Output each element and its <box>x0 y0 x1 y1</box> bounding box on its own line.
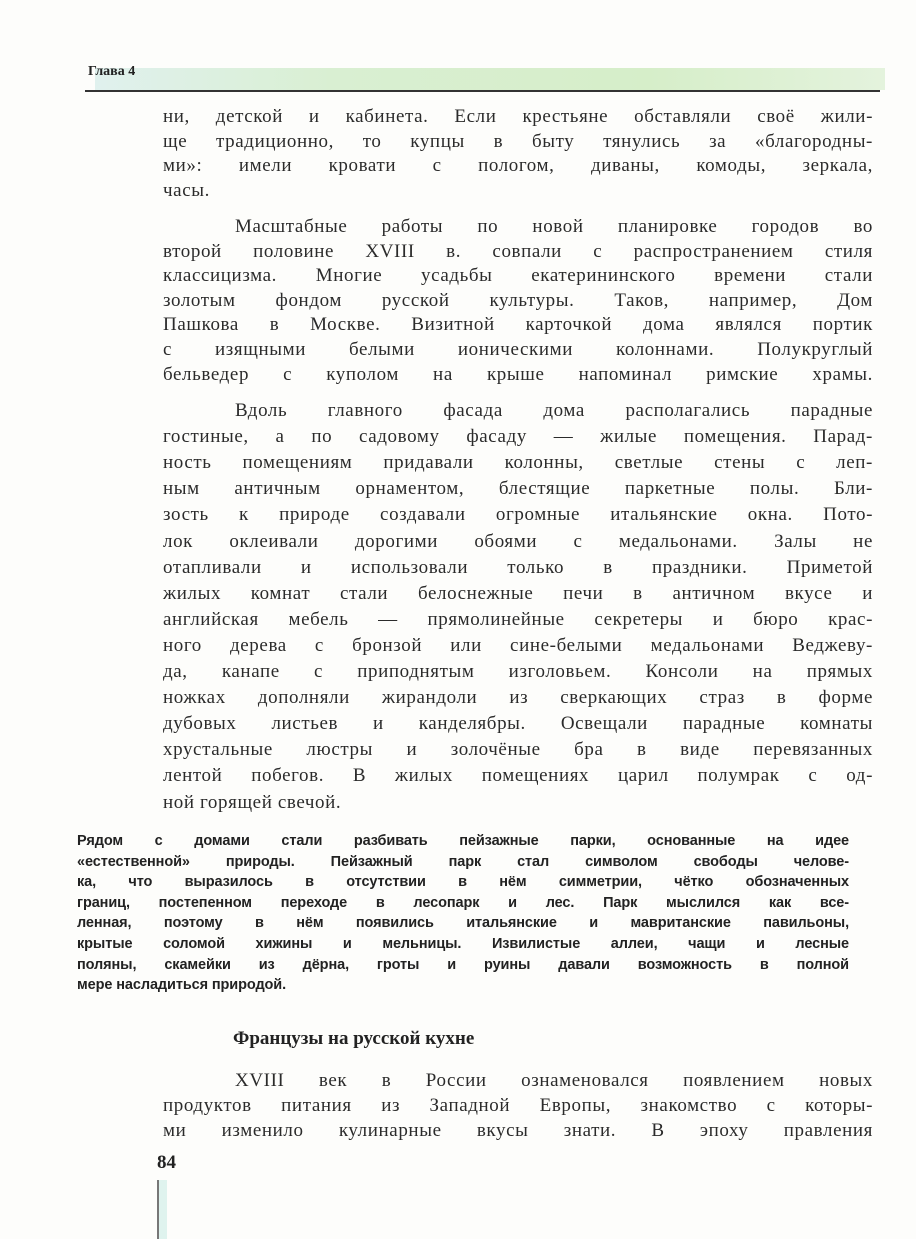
page-number: 84 <box>157 1152 176 1173</box>
text-line: крытые соломой хижины и мельницы. Извилистые аллеи, чащи и лесные <box>77 936 849 952</box>
margin-bar <box>157 1180 167 1239</box>
text-line: поляны, скамейки из дёрна, гроты и руины давали возможность в полной <box>77 956 849 973</box>
text-line: жилых комнат стали белоснежные печи в античном вкусе и <box>163 582 873 604</box>
text-line: ми изменило кулинарные вкусы знати. В эпоху правления <box>163 1120 873 1141</box>
header-rule <box>85 90 880 92</box>
text-line: Вдоль главного фасада дома располагались парадные <box>235 400 873 421</box>
text-line: да, канапе с приподнятым изголовьем. Консоли на прямых <box>163 661 873 682</box>
text-line: XVIII век в России ознаменовался появлением новых <box>235 1070 873 1091</box>
text-line: лентой побегов. В жилых помещениях царил полумрак с од- <box>163 765 873 787</box>
text-line: отапливали и использовали только в праздники. Приметой <box>163 556 873 578</box>
text-line: Пашкова в Москве. Визитной карточкой дома являлся портик <box>163 314 873 336</box>
text-line: Рядом с домами стали разбивать пейзажные парки, основанные на идее <box>77 833 849 849</box>
text-line: лок оклеивали дорогими обоями с медальонами. Залы не <box>163 530 873 552</box>
text-line: ность помещениям придавали колонны, светлые стены с леп- <box>163 452 873 474</box>
text-line: классицизма. Многие усадьбы екатерининского времени стали <box>163 265 873 287</box>
text-line: ного дерева с бронзой или сине-белыми медальонами Веджеву- <box>163 634 873 656</box>
text-line: мере насладиться природой. <box>77 977 287 994</box>
text-line: ным античным орнаментом, блестящие паркетные полы. Бли- <box>163 478 873 500</box>
text-line: хрустальные люстры и золочёные бра в виде перевязанных <box>163 739 873 761</box>
text-line: золотым фондом русской культуры. Таков, например, Дом <box>163 289 873 311</box>
chapter-label: Глава 4 <box>88 64 136 79</box>
text-line: ни, детской и кабинета. Если крестьяне обставляли своё жили- <box>163 106 873 127</box>
text-line: с изящными белыми ионическими колоннами. Полукруглый <box>163 339 873 360</box>
text-line: Масштабные работы по новой планировке городов во <box>235 216 873 237</box>
text-line: ка, что выразилось в отсутствии в нём симметрии, чётко обозначенных <box>77 874 849 891</box>
text-line: часы. <box>163 179 210 201</box>
header-band <box>95 68 885 90</box>
text-line: ной горящей свечой. <box>163 791 342 813</box>
text-line: ще традиционно, то купцы в быту тянулись за «благородны- <box>163 130 873 152</box>
section-heading: Французы на русской кухне <box>233 1028 475 1049</box>
text-line: гостиные, а по садовому фасаду — жилые помещения. Парад- <box>163 426 873 448</box>
text-line: продуктов питания из Западной Европы, знакомство с которы- <box>163 1095 873 1116</box>
text-line: бельведер с куполом на крыше напоминал римские храмы. <box>163 363 873 385</box>
text-line: ножках дополняли жирандоли из сверкающих страз в форме <box>163 687 873 709</box>
text-line: «естественной» природы. Пейзажный парк стал символом свободы челове- <box>77 853 849 870</box>
text-line: английская мебель — прямолинейные секретеры и бюро крас- <box>163 608 873 630</box>
text-line: ми»: имели кровати с пологом, диваны, комоды, зеркала, <box>163 155 873 177</box>
text-line: границ, постепенном переходе в лесопарк и лес. Парк мыслился как все- <box>77 894 849 911</box>
text-line: второй половине XVIII в. совпали с распространением стиля <box>163 240 873 262</box>
text-line: зость к природе создавали огромные итальянские окна. Пото- <box>163 504 873 526</box>
text-line: ленная, поэтому в нём появились итальянские и мавританские павильоны, <box>77 915 849 932</box>
text-line: дубовых листьев и канделябры. Освещали парадные комнаты <box>163 713 873 735</box>
